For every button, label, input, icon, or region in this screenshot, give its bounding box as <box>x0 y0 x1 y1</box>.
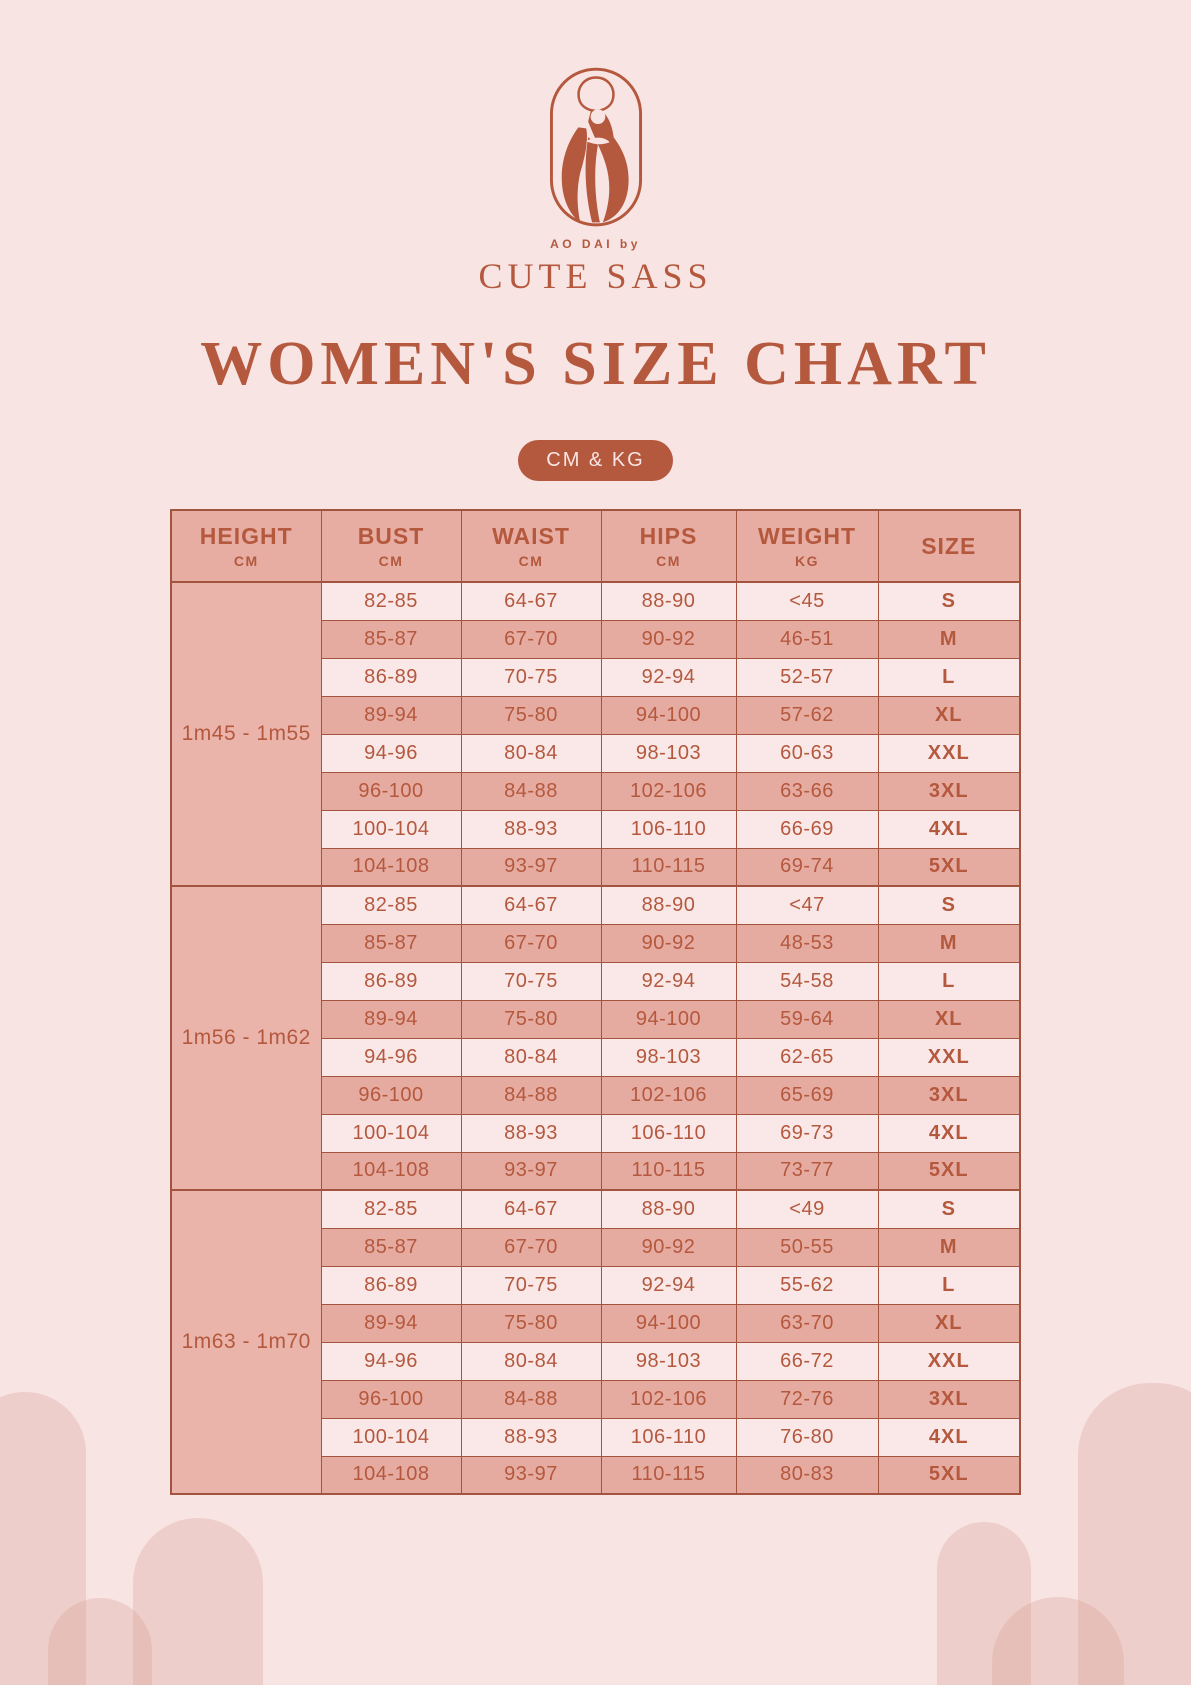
value-cell: <49 <box>736 1190 878 1228</box>
value-cell: 54-58 <box>736 962 878 1000</box>
value-cell: 89-94 <box>321 696 461 734</box>
value-cell: 92-94 <box>601 658 736 696</box>
value-cell: 69-73 <box>736 1114 878 1152</box>
size-cell: 4XL <box>878 1418 1020 1456</box>
height-range-cell: 1m56 - 1m62 <box>171 886 321 1190</box>
value-cell: 64-67 <box>461 886 601 924</box>
table-row <box>171 1190 1020 1228</box>
value-cell: 100-104 <box>321 1114 461 1152</box>
value-cell: 69-74 <box>736 848 878 886</box>
height-group <box>171 582 1020 886</box>
value-cell: 90-92 <box>601 1228 736 1266</box>
value-cell: 63-70 <box>736 1304 878 1342</box>
value-cell: 70-75 <box>461 1266 601 1304</box>
height-group <box>171 886 1020 1190</box>
value-cell: 80-84 <box>461 1342 601 1380</box>
value-cell: 110-115 <box>601 1456 736 1494</box>
value-cell: 75-80 <box>461 1000 601 1038</box>
height-group <box>171 1190 1020 1494</box>
value-cell: 88-90 <box>601 886 736 924</box>
size-cell: 3XL <box>878 772 1020 810</box>
size-cell: 5XL <box>878 848 1020 886</box>
size-cell: XL <box>878 1304 1020 1342</box>
value-cell: 93-97 <box>461 1456 601 1494</box>
value-cell: 89-94 <box>321 1304 461 1342</box>
column-header-waist: WAIST CM <box>461 510 601 582</box>
value-cell: 82-85 <box>321 1190 461 1228</box>
value-cell: 80-83 <box>736 1456 878 1494</box>
table-header <box>171 510 1020 582</box>
brand-logo <box>478 66 712 297</box>
size-cell: S <box>878 1190 1020 1228</box>
value-cell: 85-87 <box>321 924 461 962</box>
value-cell: 86-89 <box>321 1266 461 1304</box>
value-cell: 64-67 <box>461 1190 601 1228</box>
value-cell: 94-96 <box>321 1038 461 1076</box>
value-cell: 96-100 <box>321 1076 461 1114</box>
size-cell: XXL <box>878 1342 1020 1380</box>
value-cell: 85-87 <box>321 620 461 658</box>
decorative-arch <box>133 1518 263 1685</box>
value-cell: 110-115 <box>601 1152 736 1190</box>
value-cell: 100-104 <box>321 1418 461 1456</box>
size-cell: 5XL <box>878 1152 1020 1190</box>
value-cell: 73-77 <box>736 1152 878 1190</box>
value-cell: 102-106 <box>601 1076 736 1114</box>
value-cell: 63-66 <box>736 772 878 810</box>
logo-tagline: AO DAI by <box>550 237 641 251</box>
value-cell: 84-88 <box>461 772 601 810</box>
value-cell: 104-108 <box>321 1152 461 1190</box>
value-cell: 106-110 <box>601 1418 736 1456</box>
value-cell: 76-80 <box>736 1418 878 1456</box>
value-cell: <45 <box>736 582 878 620</box>
value-cell: 67-70 <box>461 924 601 962</box>
value-cell: 86-89 <box>321 658 461 696</box>
value-cell: 67-70 <box>461 620 601 658</box>
value-cell: 75-80 <box>461 1304 601 1342</box>
value-cell: 84-88 <box>461 1076 601 1114</box>
column-header-size: SIZE <box>878 510 1020 582</box>
value-cell: 88-93 <box>461 1114 601 1152</box>
size-cell: 3XL <box>878 1076 1020 1114</box>
value-cell: 110-115 <box>601 848 736 886</box>
size-cell: XL <box>878 696 1020 734</box>
value-cell: 59-64 <box>736 1000 878 1038</box>
units-badge: CM & KG <box>518 440 672 481</box>
value-cell: 57-62 <box>736 696 878 734</box>
column-header-hips: HIPS CM <box>601 510 736 582</box>
value-cell: 88-93 <box>461 810 601 848</box>
value-cell: 46-51 <box>736 620 878 658</box>
column-header-weight: WEIGHT KG <box>736 510 878 582</box>
value-cell: 94-100 <box>601 1304 736 1342</box>
value-cell: 84-88 <box>461 1380 601 1418</box>
size-cell: S <box>878 582 1020 620</box>
size-cell: 3XL <box>878 1380 1020 1418</box>
value-cell: 48-53 <box>736 924 878 962</box>
value-cell: 98-103 <box>601 1342 736 1380</box>
size-cell: L <box>878 962 1020 1000</box>
value-cell: 92-94 <box>601 962 736 1000</box>
value-cell: 94-100 <box>601 696 736 734</box>
height-range-cell: 1m45 - 1m55 <box>171 582 321 886</box>
value-cell: 96-100 <box>321 1380 461 1418</box>
size-cell: XXL <box>878 734 1020 772</box>
table-row <box>171 886 1020 924</box>
value-cell: 70-75 <box>461 962 601 1000</box>
value-cell: 100-104 <box>321 810 461 848</box>
value-cell: 66-72 <box>736 1342 878 1380</box>
value-cell: 89-94 <box>321 1000 461 1038</box>
value-cell: 65-69 <box>736 1076 878 1114</box>
value-cell: 75-80 <box>461 696 601 734</box>
size-cell: L <box>878 658 1020 696</box>
value-cell: 98-103 <box>601 1038 736 1076</box>
value-cell: 50-55 <box>736 1228 878 1266</box>
value-cell: 62-65 <box>736 1038 878 1076</box>
value-cell: 72-76 <box>736 1380 878 1418</box>
size-cell: M <box>878 620 1020 658</box>
value-cell: 85-87 <box>321 1228 461 1266</box>
value-cell: 94-96 <box>321 1342 461 1380</box>
value-cell: 82-85 <box>321 886 461 924</box>
value-cell: 52-57 <box>736 658 878 696</box>
value-cell: 88-93 <box>461 1418 601 1456</box>
column-header-height: HEIGHT CM <box>171 510 321 582</box>
value-cell: 96-100 <box>321 772 461 810</box>
value-cell: 106-110 <box>601 810 736 848</box>
size-cell: XXL <box>878 1038 1020 1076</box>
value-cell: 104-108 <box>321 848 461 886</box>
value-cell: 92-94 <box>601 1266 736 1304</box>
size-cell: M <box>878 1228 1020 1266</box>
value-cell: 64-67 <box>461 582 601 620</box>
value-cell: 60-63 <box>736 734 878 772</box>
value-cell: 66-69 <box>736 810 878 848</box>
value-cell: 93-97 <box>461 1152 601 1190</box>
size-cell: M <box>878 924 1020 962</box>
value-cell: 70-75 <box>461 658 601 696</box>
column-header-bust: BUST CM <box>321 510 461 582</box>
value-cell: 88-90 <box>601 582 736 620</box>
size-cell: 4XL <box>878 1114 1020 1152</box>
brand-name: CUTE SASS <box>478 256 713 296</box>
value-cell: 55-62 <box>736 1266 878 1304</box>
size-cell: 4XL <box>878 810 1020 848</box>
value-cell: 90-92 <box>601 924 736 962</box>
size-chart-table <box>170 509 1021 1495</box>
value-cell: 93-97 <box>461 848 601 886</box>
value-cell: 104-108 <box>321 1456 461 1494</box>
page-title: WOMEN'S SIZE CHART <box>200 330 991 398</box>
value-cell: <47 <box>736 886 878 924</box>
table-row <box>171 582 1020 620</box>
value-cell: 94-96 <box>321 734 461 772</box>
value-cell: 67-70 <box>461 1228 601 1266</box>
value-cell: 80-84 <box>461 734 601 772</box>
height-range-cell: 1m63 - 1m70 <box>171 1190 321 1494</box>
value-cell: 98-103 <box>601 734 736 772</box>
value-cell: 102-106 <box>601 1380 736 1418</box>
value-cell: 94-100 <box>601 1000 736 1038</box>
size-cell: XL <box>878 1000 1020 1038</box>
woman-in-ao-dai-icon <box>549 66 643 228</box>
value-cell: 88-90 <box>601 1190 736 1228</box>
value-cell: 106-110 <box>601 1114 736 1152</box>
size-cell: S <box>878 886 1020 924</box>
size-cell: 5XL <box>878 1456 1020 1494</box>
value-cell: 102-106 <box>601 772 736 810</box>
value-cell: 80-84 <box>461 1038 601 1076</box>
size-cell: L <box>878 1266 1020 1304</box>
value-cell: 86-89 <box>321 962 461 1000</box>
value-cell: 90-92 <box>601 620 736 658</box>
value-cell: 82-85 <box>321 582 461 620</box>
